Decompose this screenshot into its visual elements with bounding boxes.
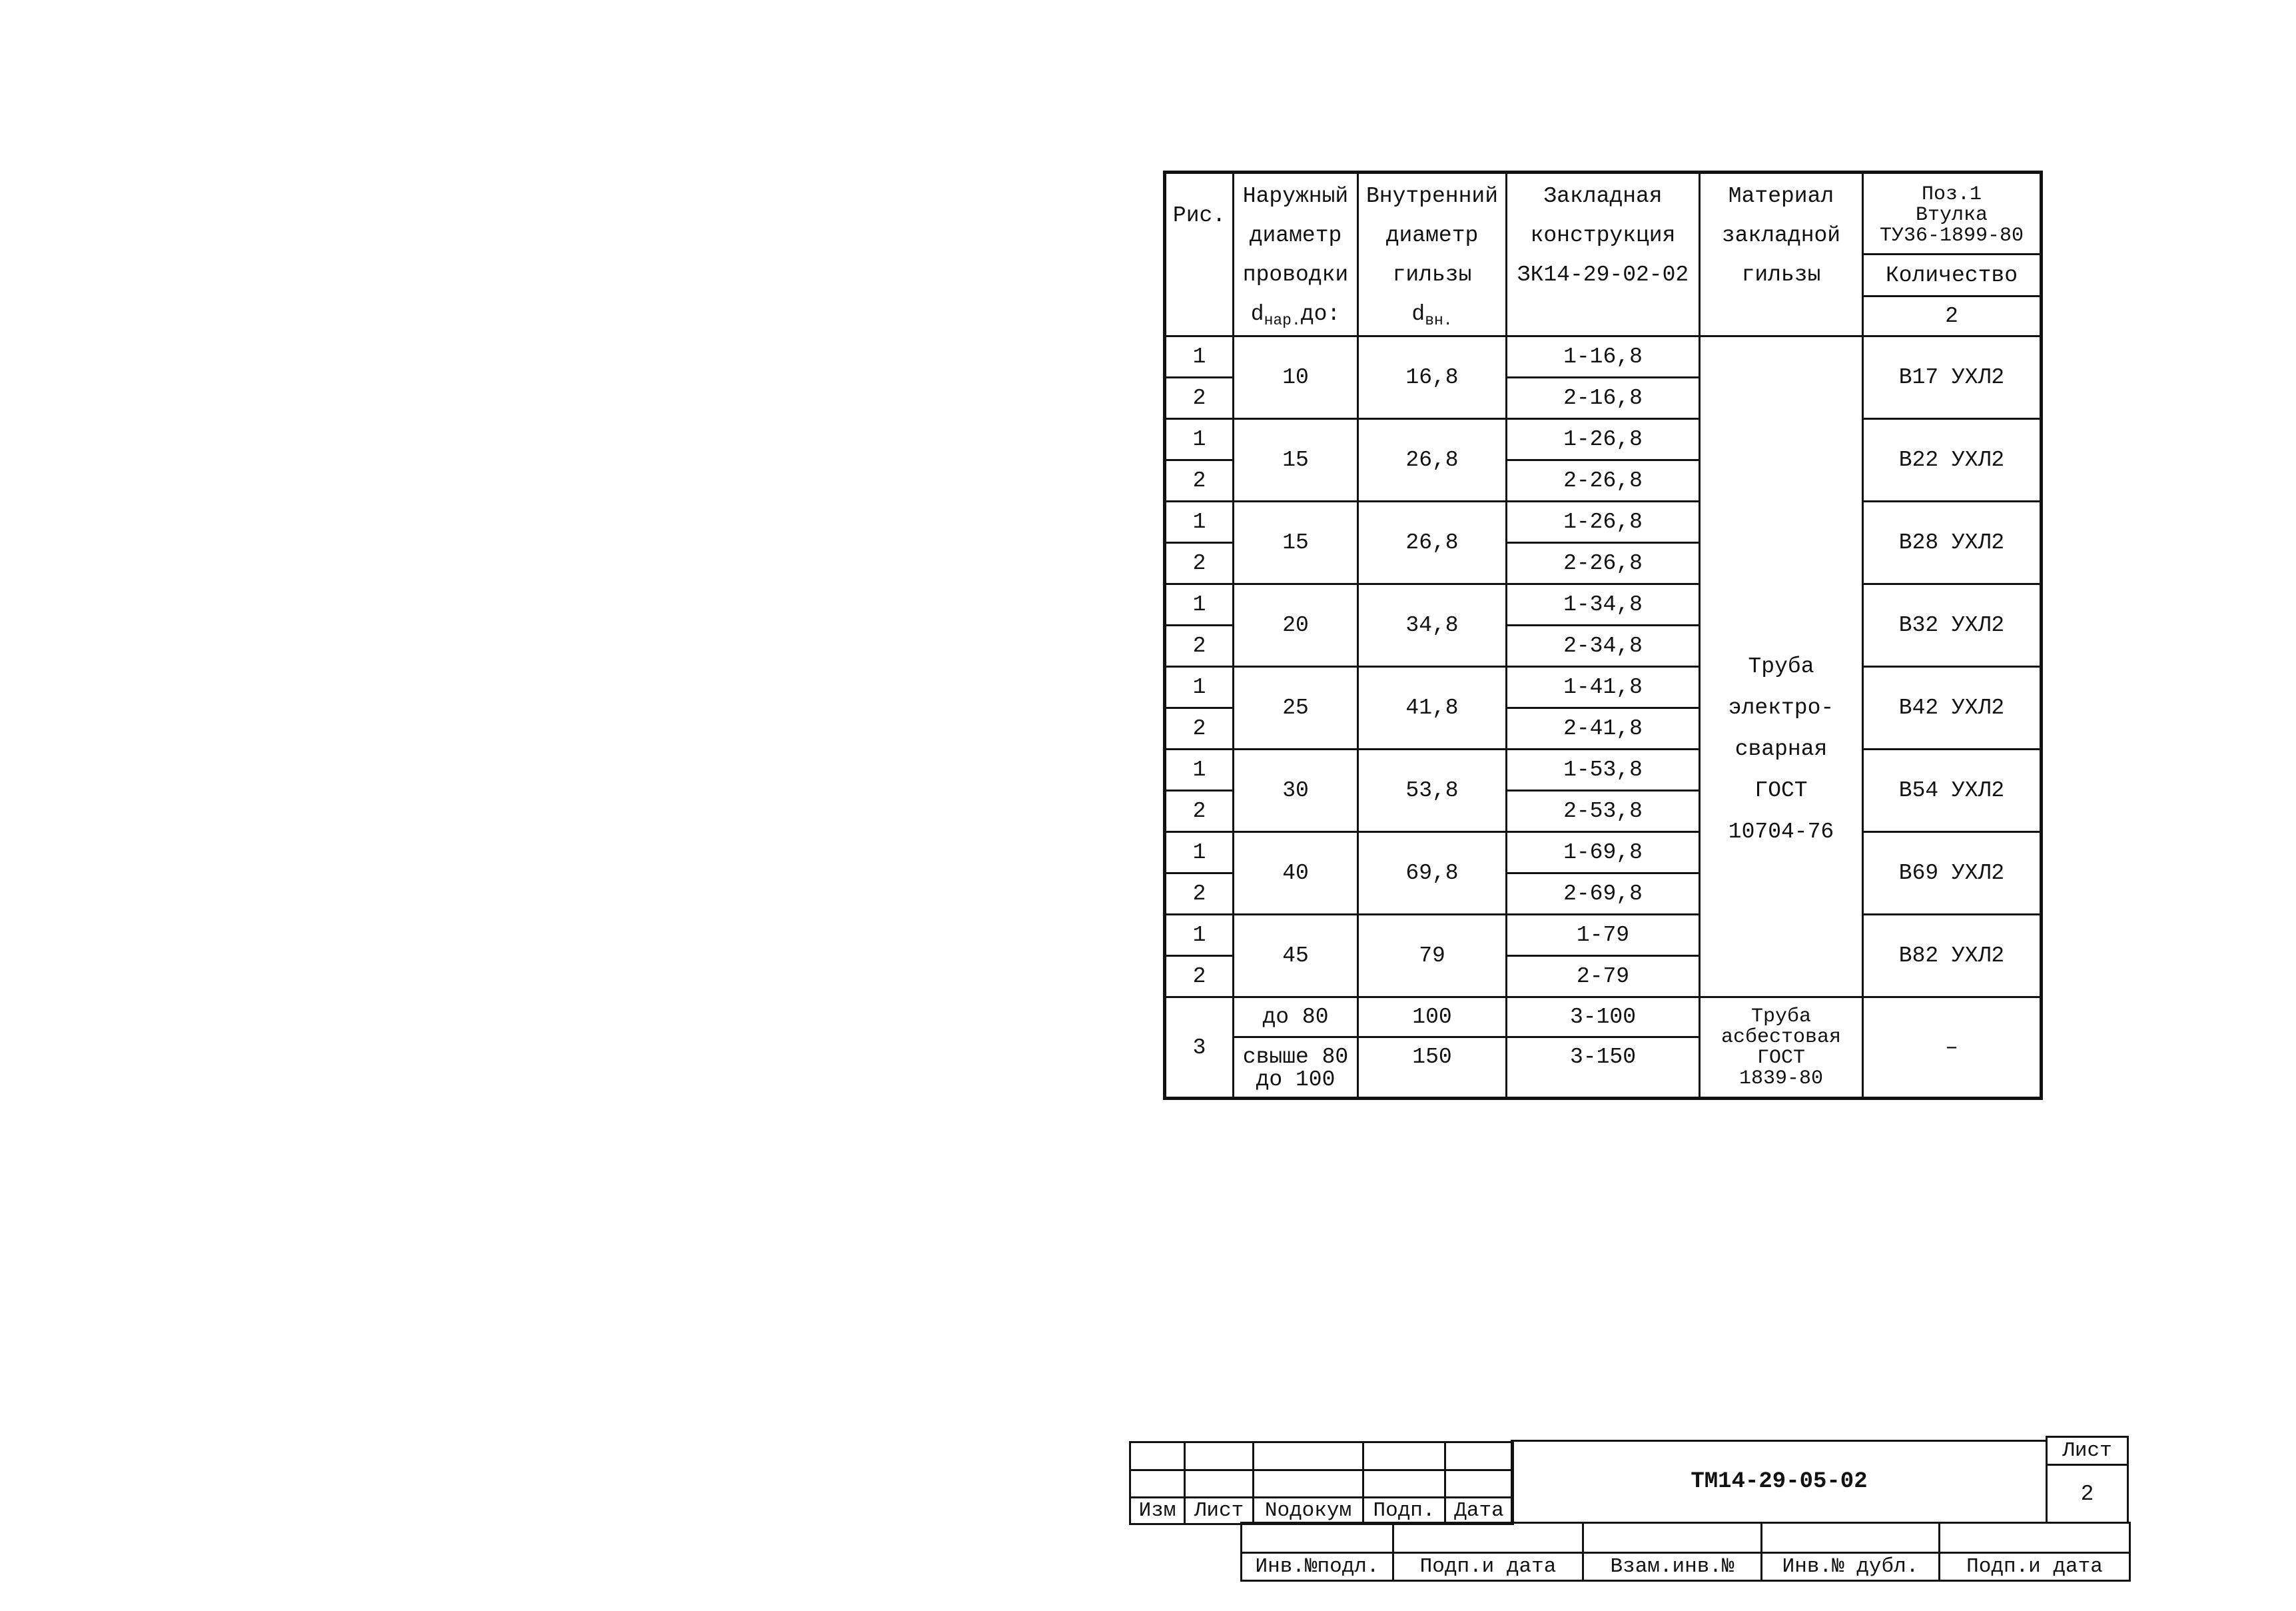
inner-diameter-value: 150 — [1412, 1045, 1452, 1069]
inventory-grid-cell — [1242, 1523, 1393, 1553]
outer-diameter-cell: 15 — [1234, 419, 1358, 502]
document-code: ТМ14-29-05-02 — [1511, 1440, 2048, 1524]
inner-diameter-cell: 79 — [1358, 915, 1507, 997]
header-material — [1700, 173, 1863, 336]
embedded-structure-cell: 1-69,8 — [1507, 832, 1700, 873]
header-line: Закладная — [1543, 184, 1663, 209]
inner-diameter-symbol — [1359, 294, 1505, 334]
inventory-grid — [1240, 1522, 2131, 1582]
header-inner-diameter — [1358, 173, 1507, 336]
inner-diameter-cell: 16,8 — [1358, 336, 1507, 419]
figure-cell: 2 — [1165, 378, 1234, 419]
header-line: Поз.1 — [1921, 183, 1982, 206]
figure-cell: 2 — [1165, 873, 1234, 915]
material-line: Труба — [1750, 1005, 1811, 1028]
embedded-structure-cell: 1-26,8 — [1507, 502, 1700, 543]
figure-cell: 2 — [1165, 791, 1234, 832]
header-line: гильзы — [1392, 263, 1472, 287]
inner-diameter-cell: 100 — [1358, 997, 1507, 1037]
material-line: 1839-80 — [1738, 1067, 1824, 1090]
material-line: ГОСТ — [1756, 1047, 1805, 1069]
sleeve-cell: В17 УХЛ2 — [1863, 336, 2042, 419]
revision-grid-cell — [1445, 1470, 1513, 1498]
material-line: ГОСТ — [1754, 778, 1808, 803]
sleeve-cell: – — [1863, 997, 2042, 1099]
embedded-structure-cell: 2-34,8 — [1507, 626, 1700, 667]
material-line: электро- — [1728, 696, 1834, 720]
revision-grid-cell — [1254, 1442, 1363, 1470]
revision-label: Дата — [1445, 1498, 1513, 1524]
material-line: сварная — [1734, 737, 1828, 762]
figure-cell: 2 — [1165, 543, 1234, 584]
embedded-structure-cell: 1-41,8 — [1507, 667, 1700, 708]
figure-cell: 1 — [1165, 832, 1234, 873]
figure-cell: 2 — [1165, 708, 1234, 750]
figure-cell: 2 — [1165, 626, 1234, 667]
revision-label: Подп. — [1363, 1498, 1445, 1524]
inventory-grid-cell — [1393, 1523, 1583, 1553]
header-figure-label: Рис. — [1172, 203, 1226, 228]
header-line: Втулка — [1915, 204, 1988, 227]
figure-cell: 1 — [1165, 419, 1234, 460]
outer-diameter-cell: 15 — [1234, 502, 1358, 584]
inner-diameter-cell: 41,8 — [1358, 667, 1507, 750]
inner-diameter-cell: 34,8 — [1358, 584, 1507, 667]
embedded-structure-value: 3-150 — [1569, 1045, 1637, 1069]
symbol-subscript: нар. — [1264, 312, 1301, 329]
revision-grid-cell — [1363, 1442, 1445, 1470]
outer-diameter-line: до 100 — [1256, 1067, 1336, 1092]
embedded-structure-cell: 3-100 — [1507, 997, 1700, 1037]
embedded-structure-cell: 2-79 — [1507, 956, 1700, 997]
outer-diameter-cell — [1234, 1037, 1358, 1099]
outer-diameter-cell: 10 — [1234, 336, 1358, 419]
embedded-structure-cell: 2-41,8 — [1507, 708, 1700, 750]
revision-grid-cell — [1130, 1470, 1185, 1498]
material-line: Труба — [1748, 654, 1814, 679]
sheet-number: 2 — [2046, 1464, 2129, 1524]
specification-table — [1163, 171, 2043, 1100]
inventory-label: Взам.инв.№ — [1583, 1553, 1762, 1581]
embedded-structure-cell: 1-53,8 — [1507, 750, 1700, 791]
embedded-structure-cell: 2-53,8 — [1507, 791, 1700, 832]
embedded-structure-cell: 1-16,8 — [1507, 336, 1700, 378]
revision-label: Лист — [1185, 1498, 1254, 1524]
inner-diameter-cell: 26,8 — [1358, 419, 1507, 502]
revision-grid-cell — [1185, 1442, 1254, 1470]
figure-cell: 1 — [1165, 336, 1234, 378]
revision-grid-cell — [1254, 1470, 1363, 1498]
sheet-label: Лист — [2046, 1436, 2129, 1466]
embedded-structure-cell: 1-26,8 — [1507, 419, 1700, 460]
header-line: диаметр — [1385, 223, 1479, 248]
material-cell — [1700, 336, 1863, 997]
embedded-structure-cell: 2-26,8 — [1507, 460, 1700, 502]
sleeve-cell: В69 УХЛ2 — [1863, 832, 2042, 915]
inner-diameter-cell — [1358, 1037, 1507, 1099]
figure-cell: 3 — [1165, 997, 1234, 1099]
symbol-letter: d — [1250, 302, 1264, 326]
header-line: Материал — [1728, 184, 1834, 209]
symbol-letter: d — [1411, 302, 1425, 326]
inventory-label: Инв.№подл. — [1242, 1553, 1393, 1581]
symbol-suffix: до: — [1300, 302, 1341, 326]
material-line: асбестовая — [1721, 1026, 1842, 1049]
inner-diameter-cell: 26,8 — [1358, 502, 1507, 584]
header-quantity-value: 2 — [1863, 296, 2042, 336]
embedded-structure-cell: 1-79 — [1507, 915, 1700, 956]
header-line: диаметр — [1249, 223, 1342, 248]
revision-grid-cell — [1363, 1470, 1445, 1498]
outer-diameter-cell: 30 — [1234, 750, 1358, 832]
embedded-structure-cell: 2-16,8 — [1507, 378, 1700, 419]
revision-grid-cell — [1445, 1442, 1513, 1470]
embedded-structure-cell — [1507, 1037, 1700, 1099]
header-line: конструкция — [1530, 223, 1676, 248]
outer-diameter-line: свыше 80 — [1242, 1045, 1349, 1069]
outer-diameter-cell: 40 — [1234, 832, 1358, 915]
revision-label: Изм — [1130, 1498, 1185, 1524]
header-line: ТУ36-1899-80 — [1879, 225, 2024, 247]
inner-diameter-cell: 53,8 — [1358, 750, 1507, 832]
outer-diameter-cell: 25 — [1234, 667, 1358, 750]
sleeve-cell: В82 УХЛ2 — [1863, 915, 2042, 997]
embedded-structure-cell: 2-26,8 — [1507, 543, 1700, 584]
header-outer-diameter — [1234, 173, 1358, 336]
outer-diameter-cell: 20 — [1234, 584, 1358, 667]
inventory-grid-cell — [1762, 1523, 1940, 1553]
inventory-grid-cell — [1583, 1523, 1762, 1553]
header-line: проводки — [1242, 263, 1349, 287]
header-line: ЗК14-29-02-02 — [1517, 263, 1689, 287]
figure-cell: 2 — [1165, 956, 1234, 997]
outer-diameter-cell: до 80 — [1234, 997, 1358, 1037]
symbol-subscript: вн. — [1425, 312, 1453, 329]
material-line: 10704-76 — [1728, 819, 1834, 844]
material-cell — [1700, 997, 1863, 1099]
inventory-label: Подп.и дата — [1393, 1553, 1583, 1581]
embedded-structure-cell: 1-34,8 — [1507, 584, 1700, 626]
revision-grid-cell — [1185, 1470, 1254, 1498]
sleeve-cell: В32 УХЛ2 — [1863, 584, 2042, 667]
inner-diameter-cell: 69,8 — [1358, 832, 1507, 915]
figure-cell: 1 — [1165, 502, 1234, 543]
inventory-grid-cell — [1940, 1523, 2130, 1553]
sleeve-cell: В28 УХЛ2 — [1863, 502, 2042, 584]
inventory-label: Подп.и дата — [1940, 1553, 2130, 1581]
figure-cell: 1 — [1165, 667, 1234, 708]
outer-diameter-symbol — [1234, 294, 1357, 334]
header-figure — [1165, 173, 1234, 336]
figure-cell: 2 — [1165, 460, 1234, 502]
outer-diameter-cell: 45 — [1234, 915, 1358, 997]
header-quantity-label: Количество — [1863, 255, 2042, 296]
header-embedded-structure — [1507, 173, 1700, 336]
revision-label: Nодокум — [1254, 1498, 1363, 1524]
revision-grid-cell — [1130, 1442, 1185, 1470]
inventory-label: Инв.№ дубл. — [1762, 1553, 1940, 1581]
header-line: Наружный — [1242, 184, 1349, 209]
figure-cell: 1 — [1165, 750, 1234, 791]
header-line: закладной — [1721, 223, 1841, 248]
header-position — [1863, 173, 2042, 255]
sleeve-cell: В42 УХЛ2 — [1863, 667, 2042, 750]
figure-cell: 1 — [1165, 584, 1234, 626]
figure-cell: 1 — [1165, 915, 1234, 956]
header-line: Внутренний — [1365, 184, 1499, 209]
revision-grid — [1129, 1441, 1514, 1525]
embedded-structure-cell: 2-69,8 — [1507, 873, 1700, 915]
sleeve-cell: В22 УХЛ2 — [1863, 419, 2042, 502]
sleeve-cell: В54 УХЛ2 — [1863, 750, 2042, 832]
header-line: гильзы — [1741, 263, 1821, 287]
